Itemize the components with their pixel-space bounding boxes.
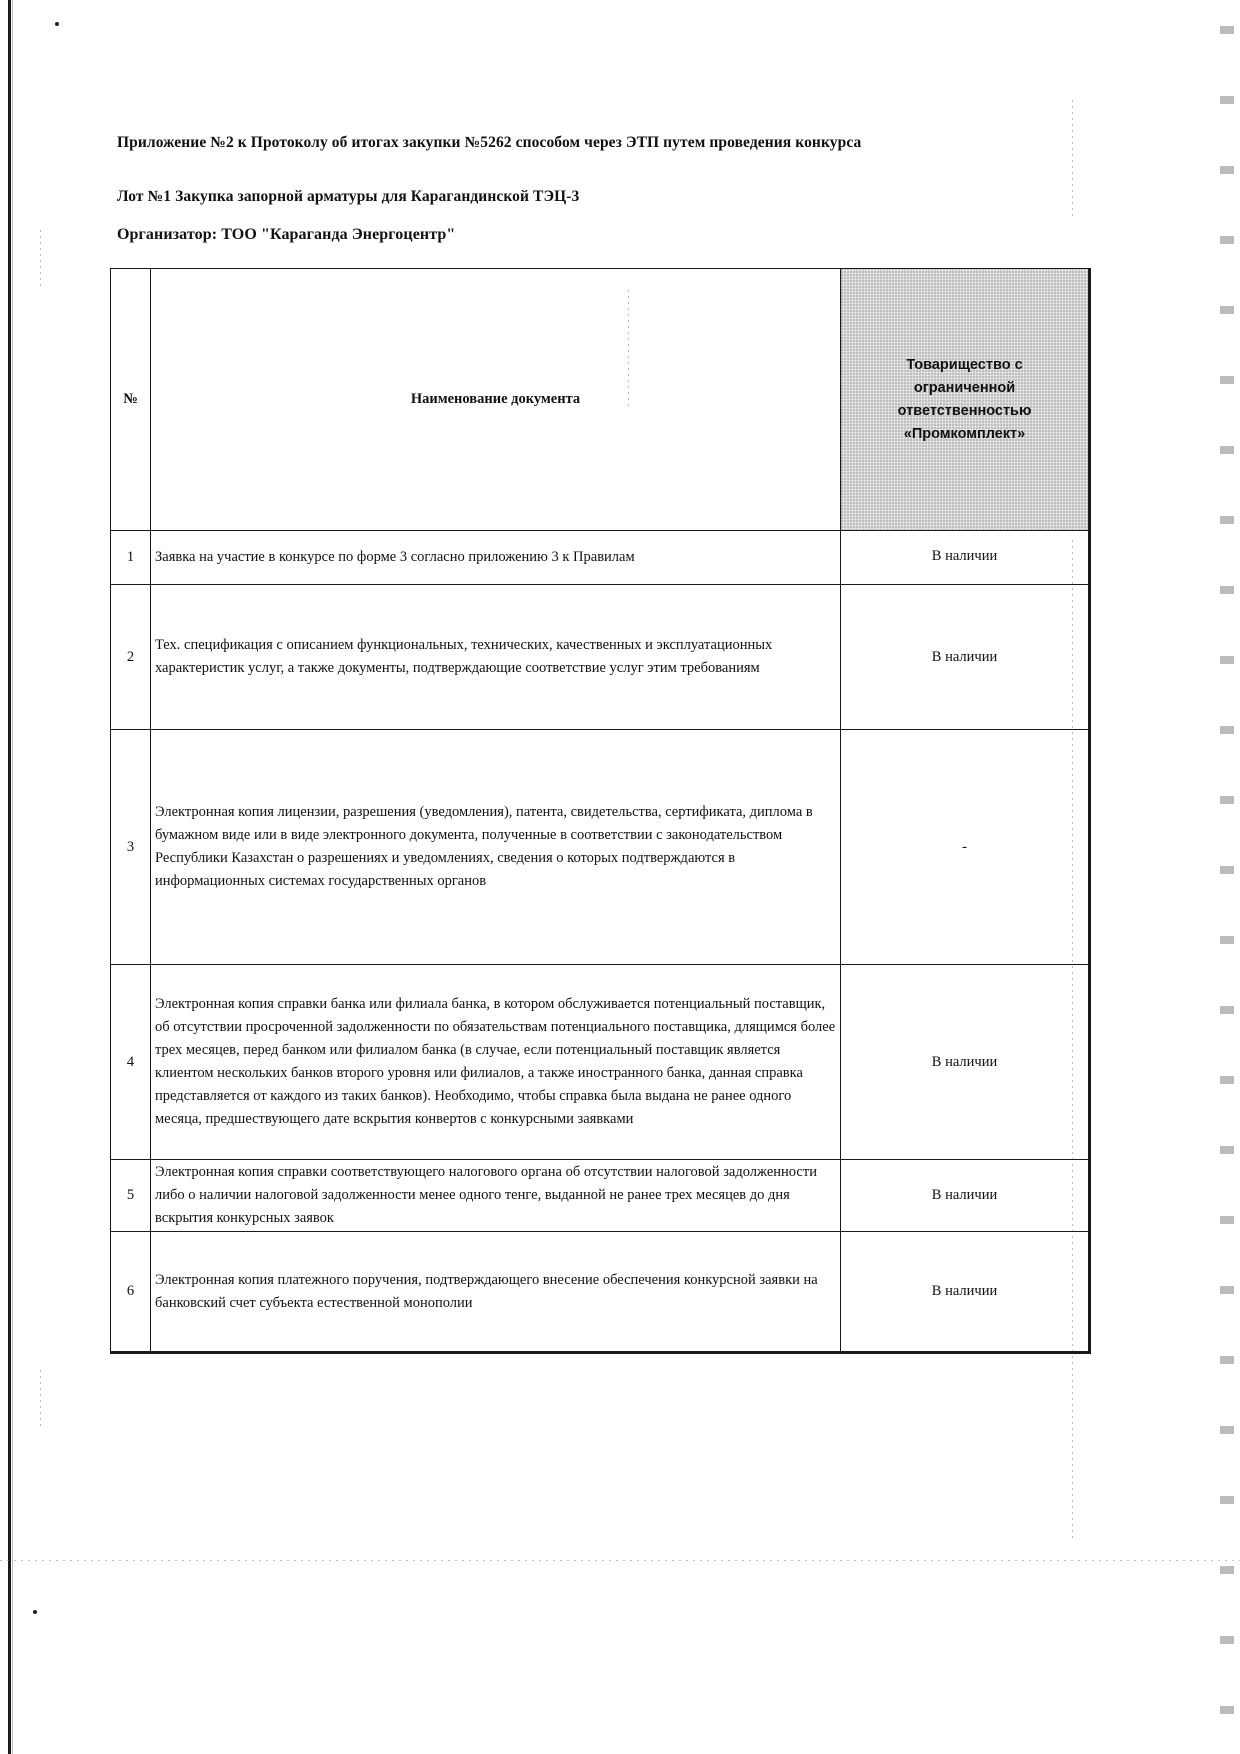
row-number: 4 [111,965,151,1160]
row-number: 1 [111,531,151,585]
table-row [111,585,1090,730]
table-row [111,531,1090,585]
row-number: 6 [111,1232,151,1353]
row-number: 3 [111,730,151,965]
row-number: 2 [111,585,151,730]
document-heading: Приложение №2 к Протоколу об итогах закупки №5262 способом через ЭТП путем проведения конкурса [117,134,862,151]
row-status-text: В наличии [931,648,998,665]
row-status-text: - [962,838,967,855]
row-status-text: В наличии [931,1283,998,1299]
table-row [111,1232,1090,1353]
row-status [841,1232,1090,1353]
header-participant: Товарищество с ограниченной ответственностью «Промкомплект» [841,269,1090,531]
row-document-name: Электронная копия справки банка или филиала банка, в котором обслуживается потенциальный поставщик, об отсутствии просроченной задолженности по обязательствам потенциального поставщика, длящимся более трех месяцев, перед банком или филиалом банка (в случае, если потенциальный поставщик является клиентом нескольких банков второго уровня или филиалов, а также иностранного банка, данная справка представляется от каждого из таких банков). Необходимо, чтобы справка была выдана не ранее одного месяца, предшествующего дате вскрытия конвертов с конкурсными заявками [151,965,841,1160]
row-document-name: Тех. спецификация с описанием функциональных, технических, качественных и эксплуатационных характеристик услуг, а также документы, подтверждающие соответствие услуг этим требованиям [151,585,841,730]
scan-dots [40,1370,41,1430]
organizer-line: Организатор: ТОО "Караганда Энергоцентр" [117,226,456,243]
scan-dots [1072,100,1073,220]
table-row [111,1160,1090,1232]
scan-speck [33,1610,37,1614]
documents-table [110,268,1091,1354]
row-status-text: В наличии [931,1187,998,1203]
scan-edge-right [1220,0,1234,1754]
row-document-name: Электронная копия справки соответствующего налогового органа об отсутствии налоговой задолженности либо о наличии налоговой задолженности менее одного тенге, выданной не ранее трех месяцев до дня вскрытия конкурсных заявок [151,1160,841,1232]
row-status [841,585,1090,730]
table-header-row [111,269,1090,531]
row-status-text: В наличии [931,548,998,564]
lot-title: Лот №1 Закупка запорной арматуры для Карагандинской ТЭЦ-3 [117,188,580,205]
row-document-name: Электронная копия платежного поручения, подтверждающего внесение обеспечения конкурсной заявки на банковский счет субъекта естественной монополии [151,1232,841,1353]
row-status [841,965,1090,1160]
scan-edge-left [8,0,11,1754]
table-row [111,730,1090,965]
row-status [841,1160,1090,1232]
header-document-name: Наименование документа [151,269,841,531]
row-document-name: Заявка на участие в конкурсе по форме 3 согласно приложению 3 к Правилам [151,531,841,585]
row-status-text: В наличии [931,1053,998,1070]
header-number: № [111,269,151,531]
scan-dots [40,230,41,290]
scan-speck [55,22,59,26]
row-number: 5 [111,1160,151,1232]
row-status [841,531,1090,585]
table-row [111,965,1090,1160]
scan-dots-horizontal [0,1560,1240,1561]
row-status [841,730,1090,965]
scan-edge-shadow [12,0,13,1754]
row-document-name: Электронная копия лицензии, разрешения (уведомления), патента, свидетельства, сертификата, диплома в бумажном виде или в виде электронного документа, полученные в соответствии с законодательством Республики Казахстан о разрешениях и уведомлениях, сведения о которых подтверждаются в информационных системах государственных органов [151,730,841,965]
